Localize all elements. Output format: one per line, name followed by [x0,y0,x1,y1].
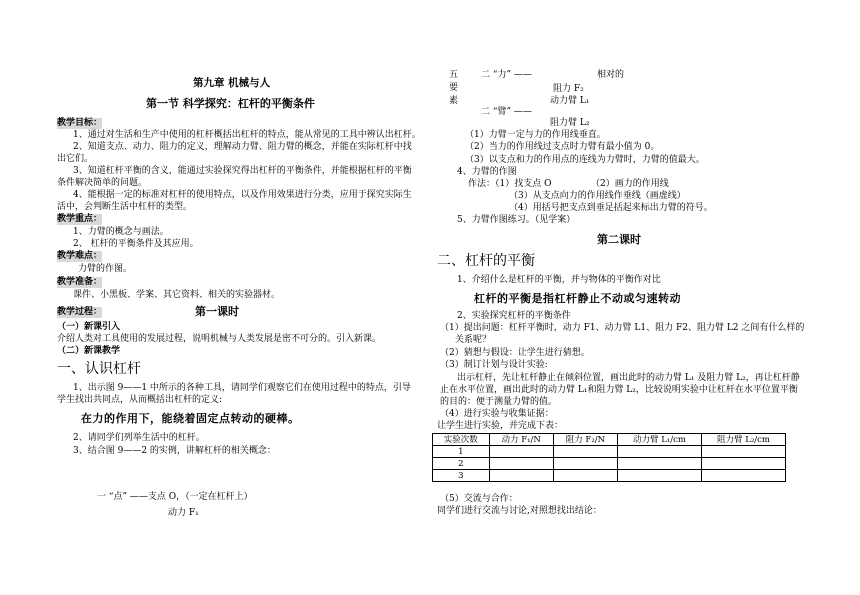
key-point: 1、力臂的概念与画法。 [73,227,169,237]
table-cell [701,470,785,482]
draw-step: （4）用括号把支点到垂足括起来标出力臂的符号。 [509,203,713,213]
lesson2-title: 第二课时 [597,233,641,246]
table-cell [489,446,553,458]
lesson1-title: 第一课时 [195,305,239,318]
table-cell [617,470,701,482]
note-line: （3）以支点和力的作用点的连线为力臂时，力臂的值最大。 [465,155,705,165]
table-cell: 2 [433,458,490,470]
goal-line: 出它们。 [57,154,94,164]
prep-label: 教学准备： [57,277,103,287]
goals-label: 教学目标： [57,118,103,128]
effort-arm-label: 动力臂 L₁ [550,96,590,106]
resist-arm-label: 阻力臂 L₂ [550,118,590,128]
draw-step: （2）画力的作用线 [591,179,669,189]
five-label: 要 [449,83,459,93]
five-label: 素 [449,96,459,106]
practice-line: 5、力臂作图练习。（见学案） [457,215,576,225]
table-cell [617,446,701,458]
arm-label: 二 “臂” —— [481,107,532,117]
balance-definition: 杠杆的平衡是指杠杆静止不动或匀速转动 [474,292,681,305]
experiment-table [432,433,786,482]
question-line: （2）猜想与假设：让学生进行猜想。 [440,348,590,358]
table-row [433,470,786,482]
part1-title: 一、认识杠杆 [57,361,141,377]
table-cell: 1 [433,446,490,458]
paragraph: 3、结合图 9——2 的实例，讲解杠杆的相关概念： [73,446,276,456]
lever-definition: 在力的作用下，能绕着固定点转动的硬棒。 [81,412,300,425]
process-label: 教学过程： [57,307,103,317]
table-cell [489,470,553,482]
table-row [433,458,786,470]
question-line: 止在水平位置，画出此时的动力臂 L₁和阻力臂 L₂，比较说明实验中让杠杆在水平位置平衡 [440,385,798,395]
force-label: 二 “力” —— [481,70,532,80]
part2-title: 二、杠杆的平衡 [437,253,535,269]
table-cell [617,458,701,470]
explore-title: 2、实验探究杠杆的平衡条件 [457,311,571,321]
table-header: 阻力 F₂/N [553,434,617,446]
note-line: （2）当力的作用线过支点时力臂有最小值为 0。 [465,142,660,152]
question-line: （4）进行实验与收集证据： [440,409,554,419]
difficulty-text: 力臂的作图。 [78,264,133,274]
question-line: （3）制订计划与设计实验: [440,360,548,370]
goal-line: 条件解决简单的问题。 [57,178,148,188]
question-line: 出示杠杆，先让杠杆静止在倾斜位置，画出此时的动力臂 L₁ 及阻力臂 L₂，再让杠杆静 [457,373,800,383]
table-cell [701,458,785,470]
table-header-row [433,434,786,446]
exchange-title: （5）交流与合作： [440,494,518,504]
intro-text: 介绍人类对工具使用的发展过程，说明机械与人类发展是密不可分的。引入新课。 [57,334,382,344]
goal-line: 2、知道支点、动力、阻力的定义，理解动力臂、阻力臂的概念，并能在实际杠杆中找 [73,142,412,152]
chapter-title: 第九章 机械与人 [193,77,271,89]
paragraph: 2、请同学们列举生活中的杠杆。 [73,433,205,443]
question-line: 关系呢？ [455,335,492,345]
five-label: 五 [449,70,459,80]
goal-line: 4、能根据一定的标准对杠杆的使用特点，以及作用效果进行分类，应用于探究实际生 [73,190,412,200]
note-line: （1）力臂一定与力的作用线垂直。 [465,130,606,140]
table-header: 动力 F₁/N [489,434,553,446]
relative-label: 相对的 [597,70,625,80]
question-line: 的目的：便于测量力臂的值。 [440,397,558,407]
table-header: 动力臂 L₁/cm [617,434,701,446]
diagram-force-label: 动力 F₁ [168,508,199,518]
table-cell: 3 [433,470,490,482]
draw-step: （3）从支点向力的作用线作垂线（画虚线） [509,191,686,201]
table-cell [701,446,785,458]
table-row [433,446,786,458]
table-cell [553,458,617,470]
difficulty-label: 教学难点： [57,251,103,261]
goal-line: 活中，会判断生活中杠杆的类型。 [57,202,193,212]
paragraph: 1、出示图 9——1 中所示的各种工具，请同学们观察它们在使用过程中的特点，引导 [73,383,411,393]
question-line: （1）提出问题：杠杆平衡时，动力 F1、动力臂 L1、阻力 F2、阻力臂 L2 之间有什么样的 [440,323,805,333]
draw-step: 作法：（1）找支点 O [468,179,552,189]
table-cell [553,446,617,458]
question-line: 让学生进行实验，并完成下表： [437,421,564,431]
prep-text: 课件、小黑板、学案、其它资料、相关的实验器材。 [73,290,281,300]
goal-line: 3、知道杠杆平衡的含义，能通过实验探究得出杠杆的平衡条件，并能根据杠杆的平衡 [73,166,412,176]
resist-force-label: 阻力 F₂ [553,84,584,94]
table-header: 实验次数 [433,434,490,446]
table-header: 阻力臂 L₂/cm [701,434,785,446]
teach-title: （二）新课教学 [57,346,121,356]
table-cell [553,470,617,482]
section-title: 第一节 科学探究：杠杆的平衡条件 [146,97,315,110]
intro-title: （一）新课引入 [57,322,121,332]
goal-line: 1、通过对生活和生产中使用的杠杆概括出杠杆的特点，能从常见的工具中辨认出杠杆。 [73,130,421,140]
paragraph: 学生找出共同点，从而概括出杠杆的定义: [57,395,223,405]
key-label: 教学重点： [57,214,103,224]
key-point: 2、 杠杆的平衡条件及其应用。 [73,239,199,249]
diagram-point-label: 一 “点” ——支点 O，（一定在杠杆上） [97,492,253,502]
exchange-text: 同学们进行交流与讨论,对照想找出结论： [437,506,602,516]
draw-title: 4、力臂的作图 [457,167,517,177]
balance-intro: 1、介绍什么是杠杆的平衡，并与物体的平衡作对比 [457,275,661,285]
table-cell [489,458,553,470]
